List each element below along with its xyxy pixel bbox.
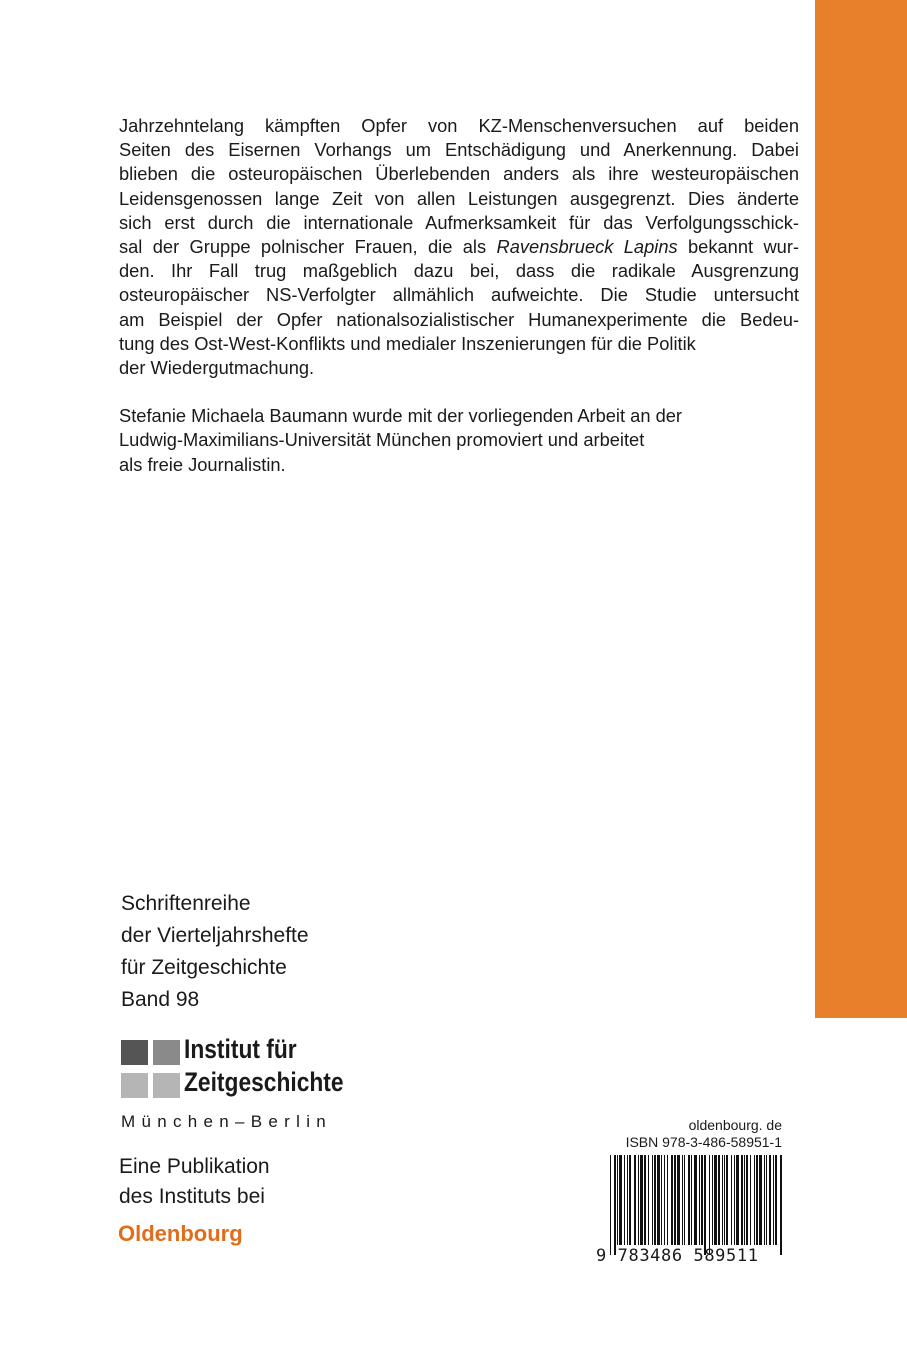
- orange-spine-stripe: [815, 0, 907, 1018]
- blurb-line: Seiten des Eisernen Vorhangs um Entschädigung und Anerkennung. Dabei: [119, 139, 799, 161]
- publication-line: des Instituts bei: [119, 1185, 265, 1208]
- series-line: Schriftenreihe: [121, 892, 251, 915]
- series-volume: Band 98: [121, 988, 200, 1011]
- publisher-logo: Oldenbourg: [118, 1221, 243, 1246]
- blurb-line: Leidensgenossen lange Zeit von allen Leistungen ausgegrenzt. Dies änderte: [119, 187, 799, 209]
- blurb-line: am Beispiel der Opfer nationalsozialistischer Humanexperimente die Bedeu-: [119, 308, 799, 330]
- publisher-url: oldenbourg. de: [688, 1117, 782, 1133]
- logo-square-icon: [121, 1073, 148, 1098]
- blurb-line-part: bekannt wur-: [677, 236, 799, 258]
- series-line: der Vierteljahrshefte: [121, 924, 309, 947]
- italic-term: Ravensbrueck Lapins: [496, 236, 678, 258]
- logo-square-icon: [153, 1040, 180, 1065]
- logo-name-line2: Zeitgeschichte: [184, 1067, 344, 1097]
- blurb-line: sich erst durch die internationale Aufmerksamkeit für das Verfolgungsschick-: [119, 211, 799, 233]
- logo-city: München–Berlin: [121, 1112, 333, 1131]
- author-line: Stefanie Michaela Baumann wurde mit der vorliegenden Arbeit an der: [119, 405, 682, 427]
- author-line: als freie Journalistin.: [119, 453, 286, 475]
- blurb-paragraph-summary: [119, 114, 799, 380]
- isbn: ISBN 978-3-486-58951-1: [625, 1134, 782, 1150]
- blurb-line: tung des Ost-West-Konflikts und medialer Inszenierungen für die Politik: [119, 332, 696, 354]
- blurb-line: osteuropäischer NS-Verfolgter allmählich aufweichte. Die Studie untersucht: [119, 284, 799, 306]
- publication-note: [119, 1152, 270, 1212]
- logo-square-icon: [121, 1040, 148, 1065]
- blurb-line-with-italic: [119, 235, 799, 259]
- institute-logo: [121, 1034, 371, 1135]
- author-line: Ludwig-Maximilians-Universität München promoviert und arbeitet: [119, 429, 645, 451]
- publication-line: Eine Publikation: [119, 1155, 270, 1178]
- logo-square-icon: [153, 1073, 180, 1098]
- logo-name-line1: Institut für: [184, 1034, 297, 1064]
- series-line: für Zeitgeschichte: [121, 956, 287, 979]
- blurb-line: der Wiedergutmachung.: [119, 357, 315, 379]
- blurb-line: Jahrzehntelang kämpften Opfer von KZ-Menschenversuchen auf beiden: [119, 115, 799, 136]
- blurb-text: [119, 114, 799, 477]
- blurb-line-part: sal der Gruppe polnischer Frauen, die als: [119, 236, 497, 258]
- barcode-digits: 9 783486 589511: [596, 1246, 759, 1266]
- blurb-line: blieben die osteuropäischen Überlebenden anders als ihre westeuropäischen: [119, 163, 799, 185]
- blurb-paragraph-author: [119, 404, 799, 477]
- series-info: [121, 888, 309, 1016]
- blurb-line: den. Ihr Fall trug maßgeblich dazu bei, dass die radikale Ausgrenzung: [119, 260, 799, 282]
